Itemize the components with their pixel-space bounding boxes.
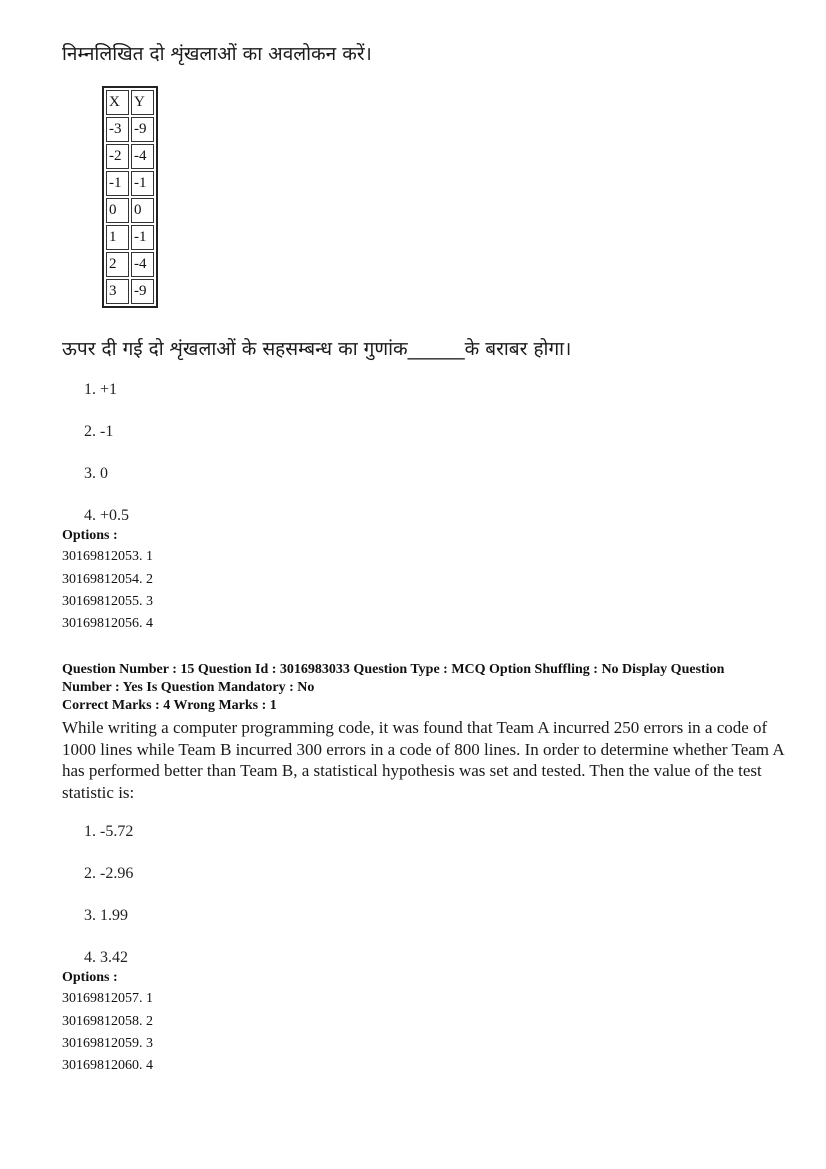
- table-cell: 2: [106, 252, 129, 277]
- table-cell: -1: [131, 225, 154, 250]
- q14-option-id-3: 30169812055. 3: [62, 594, 153, 609]
- table-cell: -9: [131, 279, 154, 304]
- table-row: [106, 144, 154, 169]
- table-cell: -9: [131, 117, 154, 142]
- table-header-x: X: [106, 90, 129, 115]
- table-row: [106, 279, 154, 304]
- table-row: [106, 225, 154, 250]
- table-cell: -1: [131, 171, 154, 196]
- q15-choice-4: 4. 3.42: [84, 949, 128, 966]
- table-header-row: [106, 90, 154, 115]
- table-row: [106, 171, 154, 196]
- q14-option-id-2: 30169812054. 2: [62, 572, 153, 587]
- q14-option-id-1: 30169812053. 1: [62, 549, 153, 564]
- xy-table: [102, 86, 158, 308]
- table-cell: -3: [106, 117, 129, 142]
- q14-intro: निम्नलिखित दो शृंखलाओं का अवलोकन करें।: [62, 43, 372, 65]
- q14-choice-4: 4. +0.5: [84, 507, 130, 524]
- q15-option-id-3: 30169812059. 3: [62, 1036, 153, 1051]
- table-cell: 0: [131, 198, 154, 223]
- table-cell: 0: [106, 198, 129, 223]
- q15-meta-line-2: Number : Yes Is Question Mandatory : No: [62, 680, 315, 695]
- table-row: [106, 198, 154, 223]
- table-row: [106, 252, 154, 277]
- table-header-y: Y: [131, 90, 154, 115]
- q15-options-label: Options :: [62, 970, 118, 985]
- q14-choice-1: 1. +1: [84, 381, 118, 398]
- q15-option-id-2: 30169812058. 2: [62, 1014, 153, 1029]
- q14-question: ऊपर दी गई दो शृंखलाओं के सहसम्बन्ध का गुणांक______के बराबर होगा।: [62, 338, 572, 360]
- table-cell: 1: [106, 225, 129, 250]
- table-cell: -4: [131, 252, 154, 277]
- table-cell: -2: [106, 144, 129, 169]
- q15-option-id-1: 30169812057. 1: [62, 991, 153, 1006]
- q15-meta-line-1: Question Number : 15 Question Id : 3016983033 Question Type : MCQ Option Shuffling : No Display Question: [62, 662, 725, 677]
- q14-choice-2: 2. -1: [84, 423, 114, 440]
- table-cell: -4: [131, 144, 154, 169]
- q15-option-id-4: 30169812060. 4: [62, 1058, 153, 1073]
- q15-choice-1: 1. -5.72: [84, 823, 134, 840]
- q15-question: While writing a computer programming code, it was found that Team A incurred 250 errors in a code of 1000 lines while Team B incurred 300 errors in a code of 800 lines. In order to determine whether Team A has performed better than Team B, a statistical hypothesis was set and tested. Then the value of the test statistic is:: [62, 718, 784, 802]
- q14-choice-3: 3. 0: [84, 465, 108, 482]
- table-cell: 3: [106, 279, 129, 304]
- q15-marks: Correct Marks : 4 Wrong Marks : 1: [62, 698, 277, 713]
- q15-choice-3: 3. 1.99: [84, 907, 128, 924]
- q14-option-id-4: 30169812056. 4: [62, 616, 153, 631]
- table-cell: -1: [106, 171, 129, 196]
- q14-options-label: Options :: [62, 528, 118, 543]
- table-row: [106, 117, 154, 142]
- q15-choice-2: 2. -2.96: [84, 865, 134, 882]
